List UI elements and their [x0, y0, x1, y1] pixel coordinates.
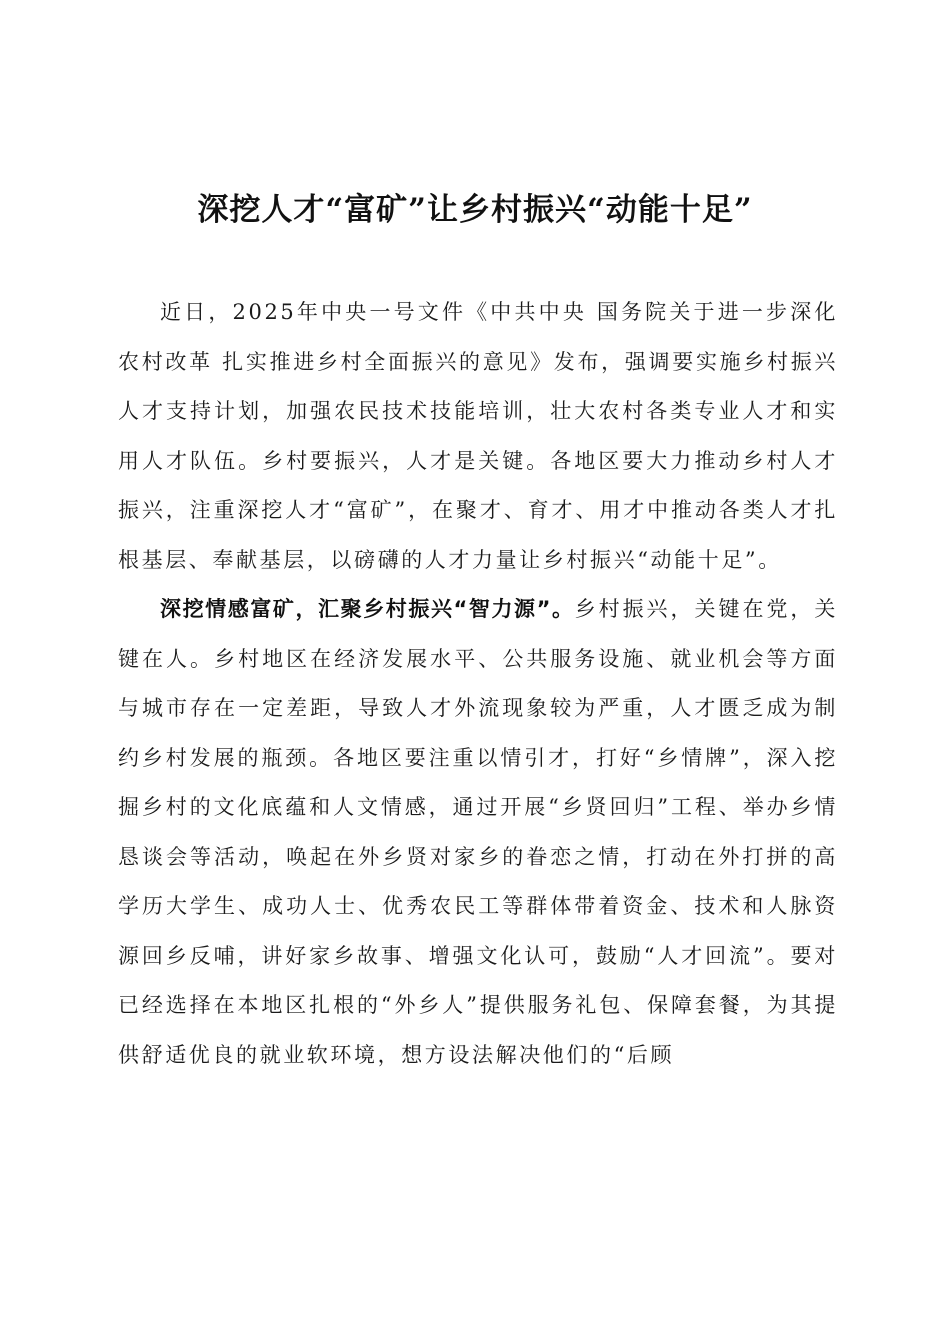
- paragraph-2: [118, 585, 838, 1080]
- paragraph-text: 乡村振兴，关键在党，关键在人。乡村地区在经济发展水平、公共服务设施、就业机会等方面与城市存在一定差距，导致人才外流现象较为严重，人才匮乏成为制约乡村发展的瓶颈。各地区要注重以情引才，打好“乡情牌”，深入挖掘乡村的文化底蕴和人文情感，通过开展“乡贤回归”工程、举办乡情恳谈会等活动，唤起在外乡贤对家乡的眷恋之情，打动在外打拼的高学历大学生、成功人士、优秀农民工等群体带着资金、技术和人脉资源回乡反哺，讲好家乡故事、增强文化认可，鼓励“人才回流”。要对已经选择在本地区扎根的“外乡人”提供服务礼包、保障套餐，为其提供舒适优良的就业软环境，想方设法解决他们的“后顾: [118, 597, 838, 1067]
- paragraph-text: 近日，2025年中央一号文件《中共中央 国务院关于进一步深化农村改革 扎实推进乡村全面振兴的意见》发布，强调要实施乡村振兴人才支持计划，加强农民技术技能培训，壮大农村各类专业人才和实用人才队伍。乡村要振兴，人才是关键。各地区要大力推动乡村人才振兴，注重深挖人才“富矿”，在聚才、育才、用才中推动各类人才扎根基层、奉献基层，以磅礴的人才力量让乡村振兴“动能十足”。: [118, 300, 838, 572]
- document-body: [118, 288, 838, 1080]
- document-title: 深挖人才“富矿”让乡村振兴“动能十足”: [197, 192, 753, 228]
- paragraph-lead: 深挖情感富矿，汇聚乡村振兴“智力源”。: [160, 597, 575, 621]
- paragraph-1: [118, 288, 838, 585]
